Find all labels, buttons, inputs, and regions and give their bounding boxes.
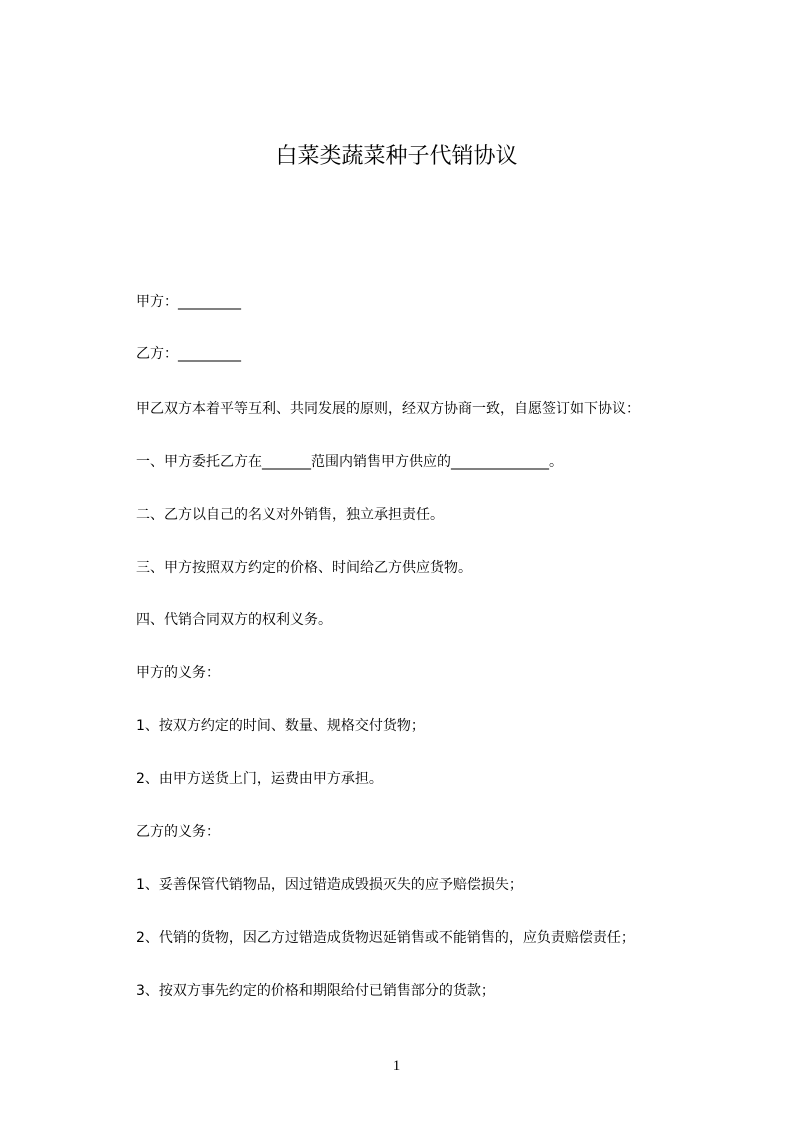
clause-2: 二、乙方以自己的名义对外销售，独立承担责任。 [136, 507, 444, 523]
party-b-line: 乙方：_________ [136, 346, 241, 362]
clause-3: 三、甲方按照双方约定的价格、时间给乙方供应货物。 [136, 560, 472, 576]
party-a-duties-heading: 甲方的义务： [136, 665, 220, 681]
document-title: 白菜类蔬菜种子代销协议 [275, 144, 518, 169]
clause-1: 一、甲方委托乙方在_______范围内销售甲方供应的______________。 [136, 454, 563, 470]
party-b-duties-heading: 乙方的义务： [136, 824, 220, 840]
party-b-duty-3: 3、按双方事先约定的价格和期限给付已销售部分的货款； [136, 983, 495, 999]
party-b-duty-2: 2、代销的货物，因乙方过错造成货物迟延销售或不能销售的，应负责赔偿责任； [136, 930, 635, 946]
page-number: 1 [392, 1058, 401, 1074]
party-b-duty-1: 1、妥善保管代销物品，因过错造成毁损灭失的应予赔偿损失； [136, 877, 523, 893]
preamble-paragraph: 甲乙双方本着平等互利、共同发展的原则，经双方协商一致，自愿签订如下协议： [136, 401, 640, 417]
party-a-line: 甲方：_________ [136, 294, 241, 310]
party-a-duty-1: 1、按双方约定的时间、数量、规格交付货物； [136, 718, 425, 734]
clause-4: 四、代销合同双方的权利义务。 [136, 612, 332, 628]
party-a-duty-2: 2、由甲方送货上门，运费由甲方承担。 [136, 771, 383, 787]
